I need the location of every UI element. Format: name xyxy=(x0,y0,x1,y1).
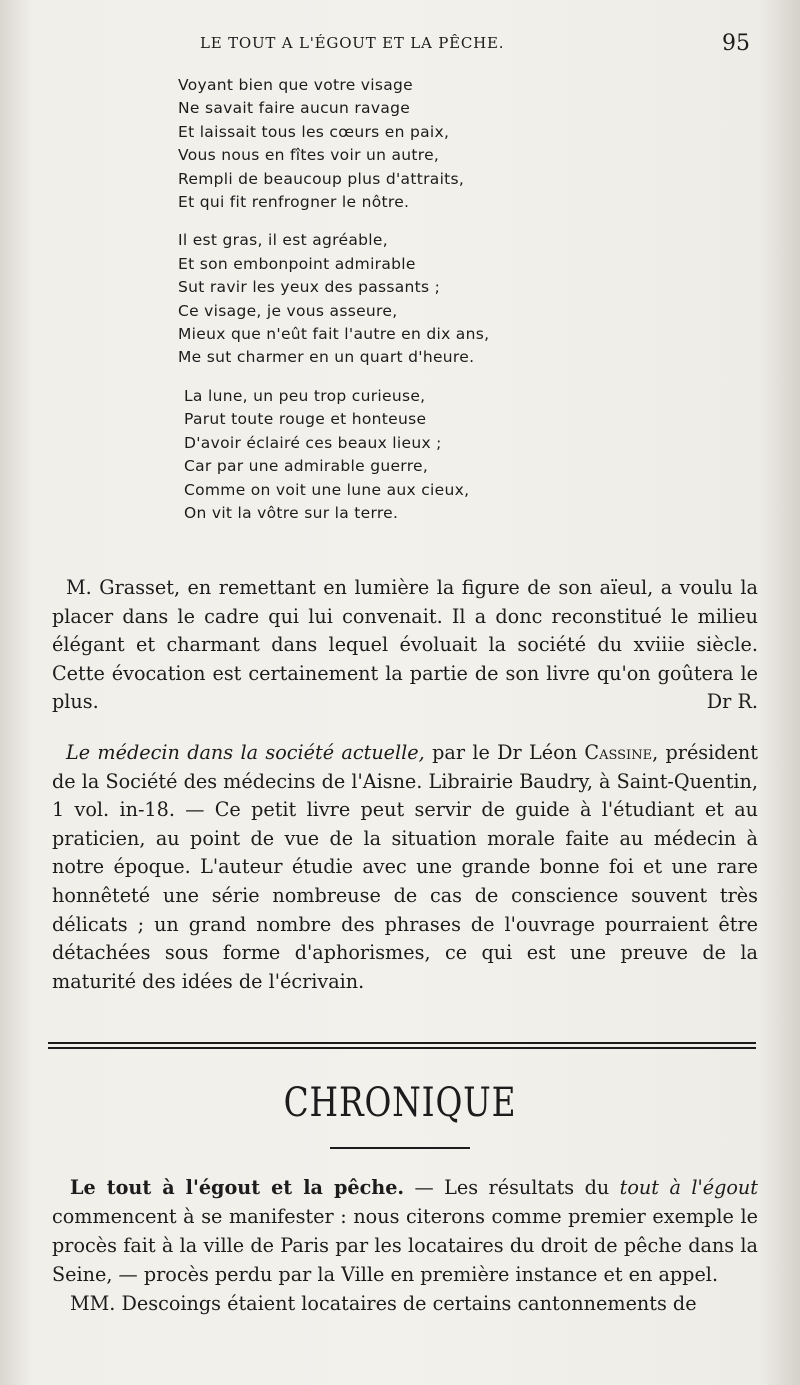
chronique-paragraph xyxy=(52,1289,758,1318)
page-number: 95 xyxy=(722,31,750,56)
poem-line: Mieux que n'eût fait l'autre en dix ans, xyxy=(178,325,490,344)
poem-line: Ne savait faire aucun ravage xyxy=(178,99,411,118)
review-text: , président de la Société des médecins de l'Aisne. Librairie Baudry, à Saint-Quentin, 1 vol. in-18. — Ce petit livre peut servir de guide à l'étudiant et au praticien, au point de vue de la situation morale faite au médecin à notre époque. L'auteur étudie avec une grande bonne foi et une rare honnêteté une série nombreuse de cas de conscience souvent très délicats ; un grand nombre des phrases de l'ouvrage pourraient être détachées sous forme d'aphorismes, ce qui est une preuve de la maturité des idées de l'écrivain. xyxy=(52,740,758,993)
chronique-run: — Les résultats du xyxy=(404,1176,620,1199)
chronique-run: MM. Descoings étaient locataires de certains cantonnements de xyxy=(70,1292,697,1315)
review-byline: par le Dr Léon xyxy=(424,740,585,764)
review-text: M. Grasset, en remettant en lumière la figure de son aïeul, a voulu la placer dans le cadre qui lui convenait. Il a donc reconstitué le milieu élégant et charmant dans lequel évoluait la société du xviiie siècle. Cette évocation est certainement la partie de son livre qu'on goûtera le plus. xyxy=(52,576,758,714)
poem-stanza xyxy=(178,74,598,214)
chronique-paragraph xyxy=(52,1173,758,1289)
review-cassine xyxy=(52,739,758,996)
poem-line: On vit la vôtre sur la terre. xyxy=(184,503,399,522)
section-heading: CHRONIQUE xyxy=(283,1080,517,1126)
poem-line: Parut toute rouge et honteuse xyxy=(184,410,427,429)
chronique-run: commencent à se manifester : nous citerons comme premier exemple le procès fait à la ville de Paris par les locataires du droit de pêche dans la Seine, — procès perdu par la Ville en première instance et en appel. xyxy=(52,1205,758,1286)
poem-stanza xyxy=(178,229,598,369)
running-title: LE TOUT A L'ÉGOUT ET LA PÊCHE. xyxy=(200,34,505,52)
review-signature: Dr R. xyxy=(706,690,758,714)
poem-line: D'avoir éclairé ces beaux lieux ; xyxy=(184,433,442,452)
poem-line: Rempli de beaucoup plus d'attraits, xyxy=(178,169,465,188)
section-divider xyxy=(48,1042,756,1050)
review-grasset xyxy=(52,574,758,717)
poem-line: Car par une admirable guerre, xyxy=(184,457,429,476)
divider-rule xyxy=(48,1042,756,1044)
poem xyxy=(178,74,598,540)
poem-line: Voyant bien que votre visage xyxy=(178,76,413,94)
heading-rule xyxy=(330,1147,470,1149)
article-lead: Le tout à l'égout et la pêche. xyxy=(70,1176,405,1199)
chronique-italic: tout à l'égout xyxy=(619,1176,758,1199)
chronique-text xyxy=(52,1173,758,1318)
reviews xyxy=(52,574,758,996)
author-name: Cassine xyxy=(584,740,653,764)
book-title: Le médecin dans la société actuelle, xyxy=(66,740,425,764)
poem-stanza xyxy=(184,385,598,525)
poem-line: Et qui fit renfrogner le nôtre. xyxy=(178,193,410,212)
poem-line: Il est gras, il est agréable, xyxy=(178,231,388,250)
poem-line: Vous nous en fîtes voir un autre, xyxy=(178,146,440,165)
poem-line: Me sut charmer en un quart d'heure. xyxy=(178,348,475,367)
divider-rule xyxy=(48,1047,756,1049)
running-head xyxy=(0,31,800,64)
poem-line: Comme on voit une lune aux cieux, xyxy=(184,480,470,499)
poem-line: Sut ravir les yeux des passants ; xyxy=(178,278,441,297)
poem-line: La lune, un peu trop curieuse, xyxy=(184,386,426,405)
poem-line: Et laissait tous les cœurs en paix, xyxy=(178,122,450,141)
poem-line: Et son embonpoint admirable xyxy=(178,254,416,273)
poem-line: Ce visage, je vous asseure, xyxy=(178,301,398,320)
